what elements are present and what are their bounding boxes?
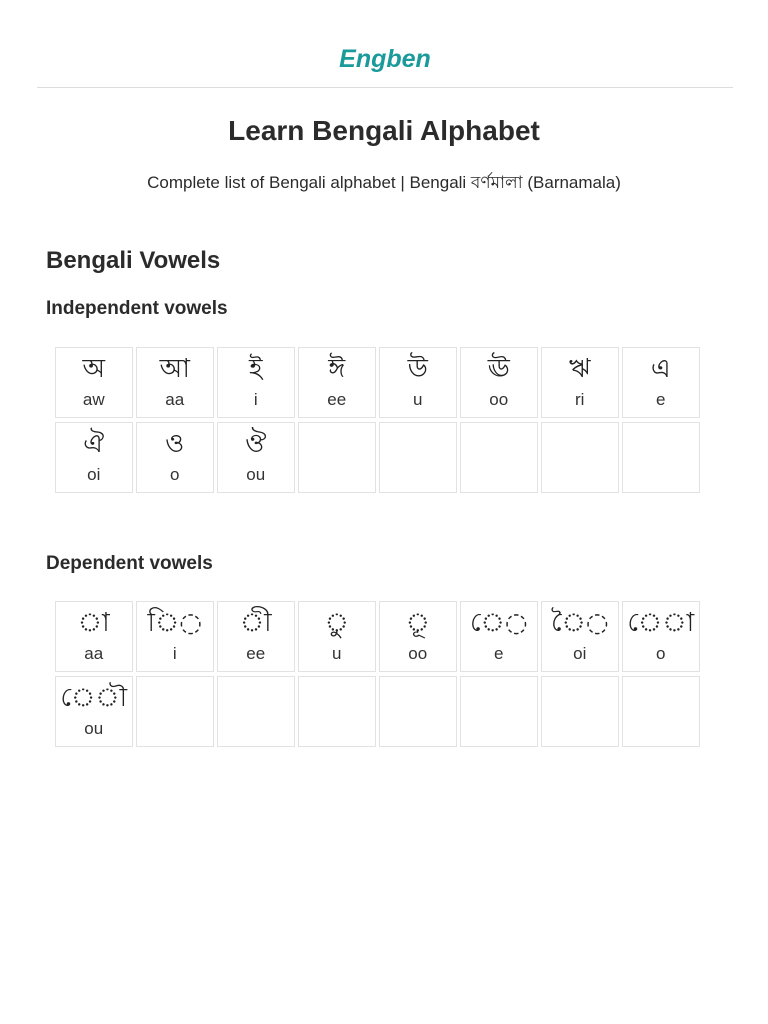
vowel-card[interactable] [217,347,295,418]
vowel-romanization: oo [408,644,428,663]
empty-cell [298,422,376,493]
vowel-sign: ◌ু [324,608,349,638]
vowel-sign-card[interactable] [541,601,619,672]
vowel-sign-card[interactable] [460,601,538,672]
vowel-romanization: o [170,465,180,484]
section-title-vowels: Bengali Vowels [46,247,221,274]
vowel-letter: ই [248,354,263,384]
empty-cell [298,676,376,747]
vowel-card[interactable] [136,422,214,493]
empty-cell [622,676,700,747]
empty-cell [217,676,295,747]
vowel-romanization: ou [246,465,266,484]
vowel-sign-card[interactable] [217,601,295,672]
vowel-card[interactable] [298,347,376,418]
vowel-sign-card[interactable] [379,601,457,672]
vowel-sign: ◌ী [239,608,272,638]
vowel-romanization: ee [327,390,347,409]
vowel-romanization: e [656,390,666,409]
site-logo-link[interactable]: Engben [339,45,431,73]
vowel-sign-card[interactable] [55,601,133,672]
vowel-romanization: e [494,644,504,663]
vowel-sign: ে◌া [627,608,695,638]
dependent-vowels-grid [55,601,700,747]
vowel-romanization: aa [84,644,104,663]
vowel-sign: ে◌ৗ [60,683,128,713]
vowel-card[interactable] [55,422,133,493]
vowel-romanization: aw [82,390,105,409]
vowel-letter: ঐ [83,429,105,459]
vowel-letter: ঈ [328,354,346,384]
vowel-sign-card[interactable] [622,601,700,672]
vowel-card[interactable] [217,422,295,493]
site-header [37,0,733,88]
vowel-sign: ◌া [77,608,110,638]
vowel-card[interactable] [136,347,214,418]
vowel-letter: ঊ [487,354,510,384]
vowel-romanization: u [413,390,423,409]
vowel-letter: ও [165,429,185,459]
vowel-sign: ◌ূ [405,608,430,638]
vowel-letter: ঔ [245,429,267,459]
vowel-romanization: i [253,390,258,409]
vowel-romanization: oi [573,644,587,663]
vowel-romanization: i [172,644,177,663]
vowel-romanization: ee [246,644,266,663]
vowel-card[interactable] [379,347,457,418]
vowel-letter: এ [650,354,671,384]
vowel-card[interactable] [55,347,133,418]
independent-vowels-grid [55,347,700,493]
empty-cell [379,422,457,493]
page-title: Learn Bengali Alphabet [228,115,540,146]
vowel-letter: ঋ [568,354,591,384]
vowel-sign: ি◌ [147,608,202,638]
empty-cell [379,676,457,747]
vowel-sign-card[interactable] [136,601,214,672]
vowel-sign: ে◌ [469,608,528,638]
empty-cell [136,676,214,747]
vowel-romanization: u [332,644,342,663]
vowel-card[interactable] [460,347,538,418]
vowel-letter: অ [82,354,106,384]
vowel-card[interactable] [541,347,619,418]
subsection-title-independent-vowels: Independent vowels [46,298,228,319]
empty-cell [622,422,700,493]
vowel-romanization: oo [489,390,509,409]
subsection-title-dependent-vowels: Dependent vowels [46,553,213,574]
vowel-romanization: ri [575,390,585,409]
vowel-romanization: oi [87,465,101,484]
empty-cell [541,422,619,493]
vowel-letter: উ [407,354,428,384]
empty-cell [460,422,538,493]
vowel-sign: ৈ◌ [550,608,609,638]
vowel-sign-card[interactable] [298,601,376,672]
empty-cell [541,676,619,747]
vowel-sign-card[interactable] [55,676,133,747]
vowel-card[interactable] [622,347,700,418]
vowel-romanization: ou [84,719,104,738]
vowel-romanization: aa [165,390,185,409]
vowel-letter: আ [159,354,190,384]
empty-cell [460,676,538,747]
vowel-romanization: o [656,644,666,663]
page-subtitle: Complete list of Bengali alphabet | Bengali বর্ণমালা (Barnamala) [147,173,621,192]
